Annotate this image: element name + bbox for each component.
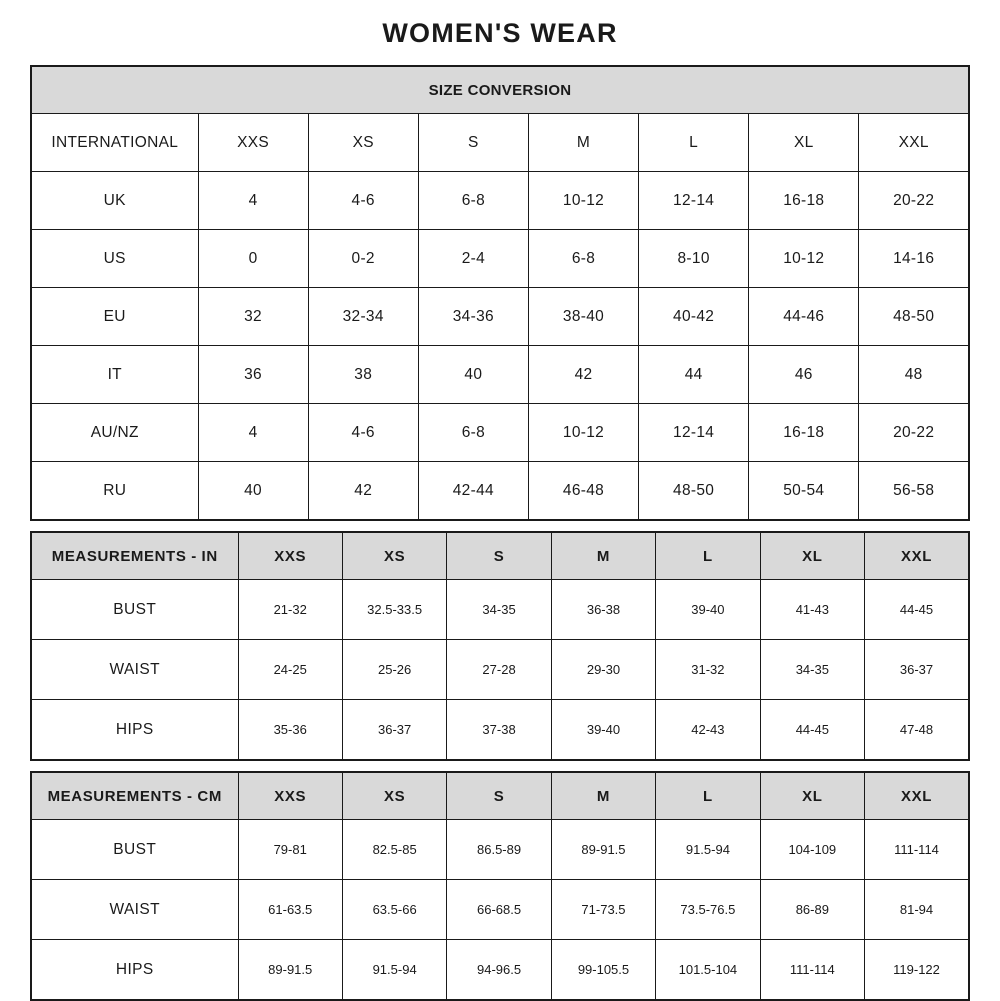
table-row — [31, 404, 969, 462]
size-value: 4 — [198, 172, 308, 230]
size-value: 42 — [308, 462, 418, 521]
table-row — [31, 346, 969, 404]
size-conversion-title: SIZE CONVERSION — [31, 66, 969, 114]
size-value: 40 — [418, 346, 528, 404]
size-value: 0-2 — [308, 230, 418, 288]
size-value: 2-4 — [418, 230, 528, 288]
table-row — [31, 230, 969, 288]
column-header-size: M — [551, 772, 655, 820]
measure-value: 36-37 — [865, 640, 969, 700]
column-header-international: INTERNATIONAL — [31, 114, 198, 172]
measure-value: 47-48 — [865, 700, 969, 761]
column-header-size: M — [551, 532, 655, 580]
column-header-size: XXL — [865, 532, 969, 580]
table-row — [31, 700, 969, 761]
table-row — [31, 462, 969, 521]
region-label: US — [31, 230, 198, 288]
column-header-size: XS — [342, 772, 446, 820]
size-value: 36 — [198, 346, 308, 404]
size-value: 10-12 — [528, 172, 638, 230]
size-value: 16-18 — [749, 172, 859, 230]
size-value: 44 — [639, 346, 749, 404]
measure-label: WAIST — [31, 880, 238, 940]
measure-value: 25-26 — [342, 640, 446, 700]
measure-value: 44-45 — [760, 700, 864, 761]
measure-value: 66-68.5 — [447, 880, 551, 940]
size-value: 12-14 — [639, 172, 749, 230]
size-value: 56-58 — [859, 462, 969, 521]
measure-value: 42-43 — [656, 700, 760, 761]
measure-value: 37-38 — [447, 700, 551, 761]
measure-value: 86-89 — [760, 880, 864, 940]
measure-value: 63.5-66 — [342, 880, 446, 940]
measurements-in-title: MEASUREMENTS - IN — [31, 532, 238, 580]
measure-value: 41-43 — [760, 580, 864, 640]
measurements-in-table — [30, 531, 970, 761]
column-header-size: S — [447, 772, 551, 820]
column-header-size: XXS — [238, 532, 342, 580]
measure-value: 91.5-94 — [656, 820, 760, 880]
measure-value: 39-40 — [656, 580, 760, 640]
measure-label: BUST — [31, 580, 238, 640]
measure-value: 35-36 — [238, 700, 342, 761]
measure-value: 71-73.5 — [551, 880, 655, 940]
measure-value: 73.5-76.5 — [656, 880, 760, 940]
measure-value: 89-91.5 — [551, 820, 655, 880]
measure-value: 111-114 — [865, 820, 969, 880]
table-row — [31, 580, 969, 640]
column-header-size: L — [656, 532, 760, 580]
size-value: 42-44 — [418, 462, 528, 521]
measure-value: 101.5-104 — [656, 940, 760, 1001]
size-value: 10-12 — [528, 404, 638, 462]
column-header-size: XL — [760, 772, 864, 820]
column-header-size: XXL — [859, 114, 969, 172]
measure-value: 24-25 — [238, 640, 342, 700]
measure-value: 31-32 — [656, 640, 760, 700]
region-label: UK — [31, 172, 198, 230]
table-row — [31, 640, 969, 700]
measurements-cm-title: MEASUREMENTS - CM — [31, 772, 238, 820]
size-value: 4 — [198, 404, 308, 462]
size-value: 12-14 — [639, 404, 749, 462]
size-value: 4-6 — [308, 172, 418, 230]
measure-value: 119-122 — [865, 940, 969, 1001]
size-value: 0 — [198, 230, 308, 288]
measure-value: 39-40 — [551, 700, 655, 761]
measure-value: 91.5-94 — [342, 940, 446, 1001]
size-value: 38 — [308, 346, 418, 404]
table-row — [31, 772, 969, 820]
table-row — [31, 114, 969, 172]
measure-label: HIPS — [31, 940, 238, 1001]
size-conversion-table — [30, 65, 970, 521]
table-row — [31, 880, 969, 940]
size-value: 16-18 — [749, 404, 859, 462]
size-value: 10-12 — [749, 230, 859, 288]
measure-value: 86.5-89 — [447, 820, 551, 880]
column-header-size: XXL — [865, 772, 969, 820]
size-value: 20-22 — [859, 404, 969, 462]
size-value: 40 — [198, 462, 308, 521]
measurements-cm-table — [30, 771, 970, 1001]
size-value: 38-40 — [528, 288, 638, 346]
size-value: 8-10 — [639, 230, 749, 288]
size-value: 6-8 — [528, 230, 638, 288]
table-row — [31, 172, 969, 230]
column-header-size: XS — [308, 114, 418, 172]
region-label: RU — [31, 462, 198, 521]
size-value: 32 — [198, 288, 308, 346]
size-value: 6-8 — [418, 404, 528, 462]
size-value: 48-50 — [639, 462, 749, 521]
measure-value: 89-91.5 — [238, 940, 342, 1001]
size-value: 46-48 — [528, 462, 638, 521]
measure-value: 82.5-85 — [342, 820, 446, 880]
measure-value: 81-94 — [865, 880, 969, 940]
measure-value: 21-32 — [238, 580, 342, 640]
size-value: 46 — [749, 346, 859, 404]
size-value: 32-34 — [308, 288, 418, 346]
column-header-size: L — [639, 114, 749, 172]
column-header-size: S — [418, 114, 528, 172]
size-value: 48-50 — [859, 288, 969, 346]
region-label: IT — [31, 346, 198, 404]
page-title: WOMEN'S WEAR — [382, 18, 618, 48]
region-label: EU — [31, 288, 198, 346]
size-value: 20-22 — [859, 172, 969, 230]
size-value: 34-36 — [418, 288, 528, 346]
table-row — [31, 940, 969, 1001]
column-header-size: XS — [342, 532, 446, 580]
measure-value: 36-38 — [551, 580, 655, 640]
size-value: 48 — [859, 346, 969, 404]
column-header-size: S — [447, 532, 551, 580]
measure-value: 34-35 — [447, 580, 551, 640]
column-header-size: L — [656, 772, 760, 820]
size-value: 6-8 — [418, 172, 528, 230]
column-header-size: M — [528, 114, 638, 172]
table-row — [31, 820, 969, 880]
measure-value: 104-109 — [760, 820, 864, 880]
measure-value: 34-35 — [760, 640, 864, 700]
table-row — [31, 288, 969, 346]
column-header-size: XL — [749, 114, 859, 172]
measure-value: 61-63.5 — [238, 880, 342, 940]
measure-value: 94-96.5 — [447, 940, 551, 1001]
size-value: 40-42 — [639, 288, 749, 346]
column-header-size: XXS — [198, 114, 308, 172]
measure-value: 111-114 — [760, 940, 864, 1001]
measure-value: 79-81 — [238, 820, 342, 880]
measure-value: 44-45 — [865, 580, 969, 640]
measure-value: 36-37 — [342, 700, 446, 761]
measure-label: BUST — [31, 820, 238, 880]
table-row — [31, 532, 969, 580]
size-value: 42 — [528, 346, 638, 404]
region-label: AU/NZ — [31, 404, 198, 462]
size-value: 44-46 — [749, 288, 859, 346]
table-row — [31, 66, 969, 114]
size-value: 50-54 — [749, 462, 859, 521]
measure-value: 32.5-33.5 — [342, 580, 446, 640]
measure-value: 99-105.5 — [551, 940, 655, 1001]
size-value: 14-16 — [859, 230, 969, 288]
measure-value: 29-30 — [551, 640, 655, 700]
column-header-size: XXS — [238, 772, 342, 820]
column-header-size: XL — [760, 532, 864, 580]
measure-value: 27-28 — [447, 640, 551, 700]
measure-label: WAIST — [31, 640, 238, 700]
size-value: 4-6 — [308, 404, 418, 462]
measure-label: HIPS — [31, 700, 238, 761]
